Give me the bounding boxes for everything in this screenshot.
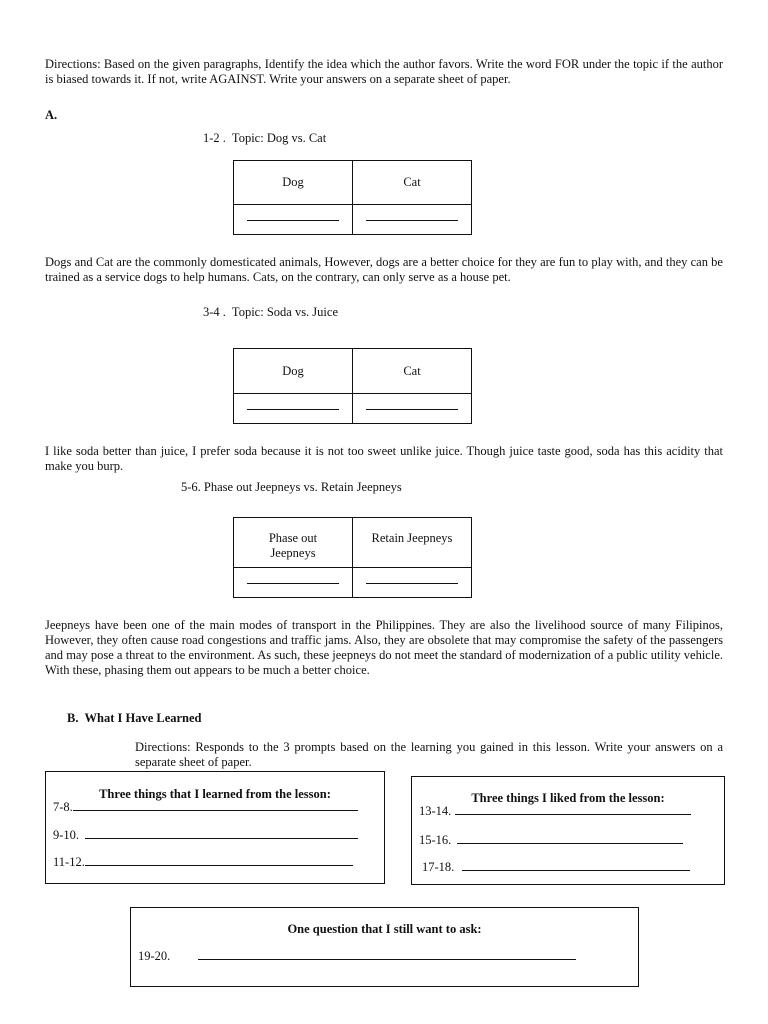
line-label: 9-10. <box>53 828 80 842</box>
directions <box>45 57 723 87</box>
answer-table-5-6 <box>233 517 472 598</box>
col-phase-out-label: Phase out Jeepneys <box>268 531 318 560</box>
section-b-heading: B. What I Have Learned <box>67 711 202 725</box>
col-retain <box>353 518 472 568</box>
col-cat: Cat <box>353 161 472 205</box>
learned-line-2[interactable] <box>53 828 358 843</box>
learned-line-1[interactable] <box>53 800 358 815</box>
answer-table-1-2 <box>233 160 472 235</box>
paragraph-5-6 <box>45 618 723 678</box>
question-line[interactable] <box>138 949 576 964</box>
liked-box <box>411 776 725 885</box>
line-label: 13-14. <box>419 804 452 818</box>
topic-1-2: 1-2 . Topic: Dog vs. Cat <box>203 131 327 145</box>
col-dog: Dog <box>234 349 353 394</box>
col-dog: Dog <box>234 161 353 205</box>
answer-blank[interactable] <box>234 568 353 598</box>
learned-box <box>45 771 385 884</box>
liked-title: Three things I liked from the lesson: <box>471 791 665 805</box>
section-b-directions-text: Directions: Responds to the 3 prompts based on the learning you gained in this lesson. Write your answers on a separate sheet of paper. <box>135 740 723 769</box>
learned-title: Three things that I learned from the lesson: <box>99 787 331 801</box>
paragraph-text: Jeepneys have been one of the main modes of transport in the Philippines. They are also the livelihood source of many Filipinos, However, they often cause road congestions and traffic jams. Also, they are obsolete that may compromise the safety of the passengers and may pose a threat to the environment. As such, these jeepneys do not meet the standard of modernization of a public utility vehicle. With these, phasing them out appears to be much a better choice. <box>45 618 723 677</box>
answer-blank[interactable] <box>234 394 353 424</box>
liked-line-3[interactable] <box>422 860 690 875</box>
paragraph-text: I like soda better than juice, I prefer soda because it is not too sweet unlike juice. Though juice taste good, soda has this acidity that make you burp. <box>45 444 723 473</box>
col-cat: Cat <box>353 349 472 394</box>
col-phase-out <box>234 518 353 568</box>
line-label: 7-8. <box>53 800 73 814</box>
answer-blank[interactable] <box>353 568 472 598</box>
liked-line-1[interactable] <box>419 804 691 819</box>
liked-line-2[interactable] <box>419 833 683 848</box>
section-b-directions <box>135 740 723 770</box>
section-a-label: A. <box>45 108 58 122</box>
directions-text: Directions: Based on the given paragraphs, Identify the idea which the author favors. Write the word FOR under the topic if the author is biased towards it. If not, write AGAINST. Write your answers on a separate sheet of paper. <box>45 57 723 86</box>
topic-5-6: 5-6. Phase out Jeepneys vs. Retain Jeepneys <box>181 480 402 494</box>
answer-blank[interactable] <box>234 205 353 235</box>
line-label: 15-16. <box>419 833 452 847</box>
paragraph-1-2 <box>45 255 723 285</box>
question-box <box>130 907 639 987</box>
topic-3-4: 3-4 . Topic: Soda vs. Juice <box>203 305 338 319</box>
learned-line-3[interactable] <box>53 855 353 870</box>
line-label: 17-18. <box>422 860 455 874</box>
col-retain-label: Retain Jeepneys <box>371 531 453 545</box>
line-label: 19-20. <box>138 949 171 963</box>
answer-blank[interactable] <box>353 205 472 235</box>
answer-table-3-4 <box>233 348 472 424</box>
paragraph-3-4 <box>45 444 723 474</box>
answer-blank[interactable] <box>353 394 472 424</box>
line-label: 11-12. <box>53 855 85 869</box>
question-title: One question that I still want to ask: <box>287 922 482 936</box>
paragraph-text: Dogs and Cat are the commonly domesticated animals, However, dogs are a better choice for they are fun to play with, and they can be trained as a service dogs to help humans. Cats, on the contrary, can only serve as a house pet. <box>45 255 723 284</box>
